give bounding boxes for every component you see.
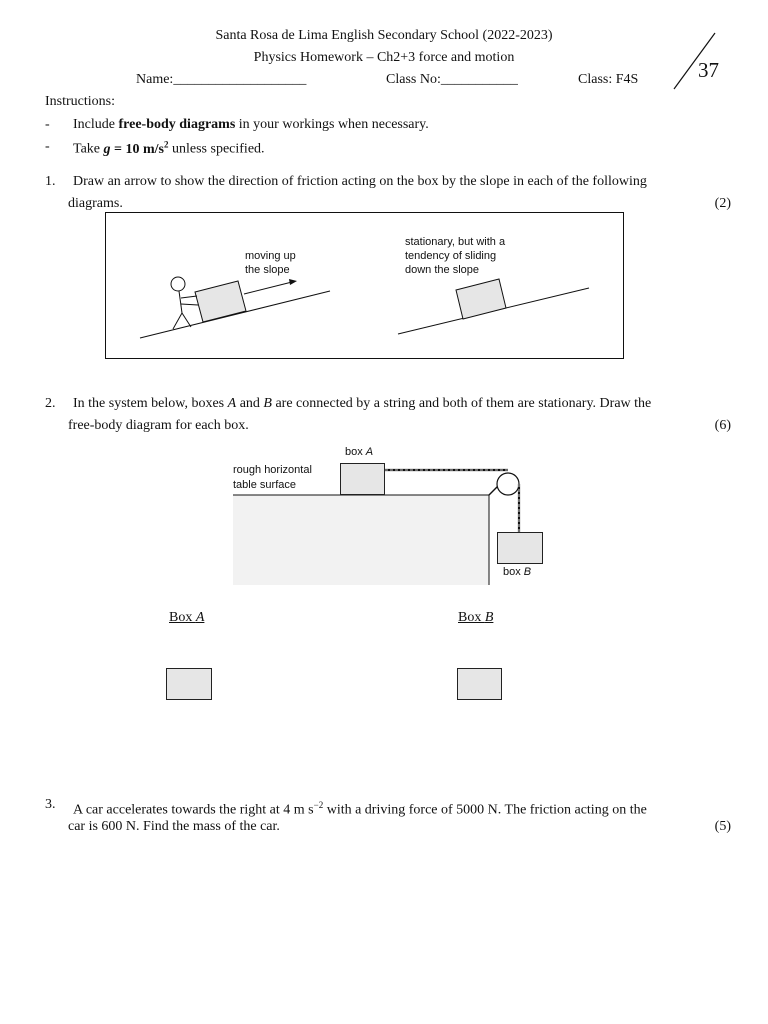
instruction-item-1: - Include free-body diagrams in your workings when necessary. — [45, 117, 429, 132]
instruction-item-2: - Take g = 10 $m/s^2$ unless specified. — [45, 139, 265, 157]
q1-number: 1. — [45, 174, 56, 189]
box-a-label: box A — [345, 446, 374, 458]
q1-line1: Draw an arrow to show the direction of friction acting on the box by the slope in each of the following — [73, 174, 647, 189]
q1-right-label: stationary, but with a tendency of sliding down the slope — [405, 236, 506, 276]
pulley-icon — [497, 473, 519, 495]
q3-line2: car is 600 N. Find the mass of the car. — [68, 819, 280, 834]
q1-left-label: moving up the slope — [245, 250, 296, 276]
class-field: Class: F4S — [578, 72, 639, 87]
q2-line2: free-body diagram for each box. — [68, 418, 249, 433]
answer-box-a-heading: Box A — [169, 610, 205, 625]
answer-box-b — [457, 668, 502, 700]
q1-line2: diagrams. — [68, 196, 123, 211]
q2-number: 2. — [45, 396, 56, 411]
surface-label: rough horizontal table surface — [233, 464, 312, 491]
score-value: 37 — [698, 58, 719, 82]
school-title: Santa Rosa de Lima English Secondary School (2022-2023) — [215, 28, 553, 43]
q2-marks: (6) — [714, 418, 731, 433]
q3-line1: A car accelerates towards the right at 4 m $s^{-2}$ with a driving force of 5000 N. The friction acting on the — [73, 800, 647, 818]
q1-marks: (2) — [714, 196, 731, 211]
instructions-title: Instructions: — [45, 94, 115, 109]
box-b-label: box B — [503, 566, 532, 578]
q2-line1: In the system below, boxes A and B are connected by a string and both of them are stationary. Draw the — [73, 396, 652, 411]
box-b — [497, 532, 543, 564]
q3-number: 3. — [45, 797, 56, 812]
box-a — [340, 463, 385, 495]
q3-marks: (5) — [714, 819, 731, 834]
answer-box-a — [166, 668, 212, 700]
homework-title: Physics Homework – Ch2+3 force and motion — [253, 50, 515, 65]
name-field: Name:___________________ — [136, 72, 307, 87]
class-no-field: Class No:___________ — [386, 72, 518, 87]
answer-box-b-heading: Box B — [458, 610, 494, 625]
